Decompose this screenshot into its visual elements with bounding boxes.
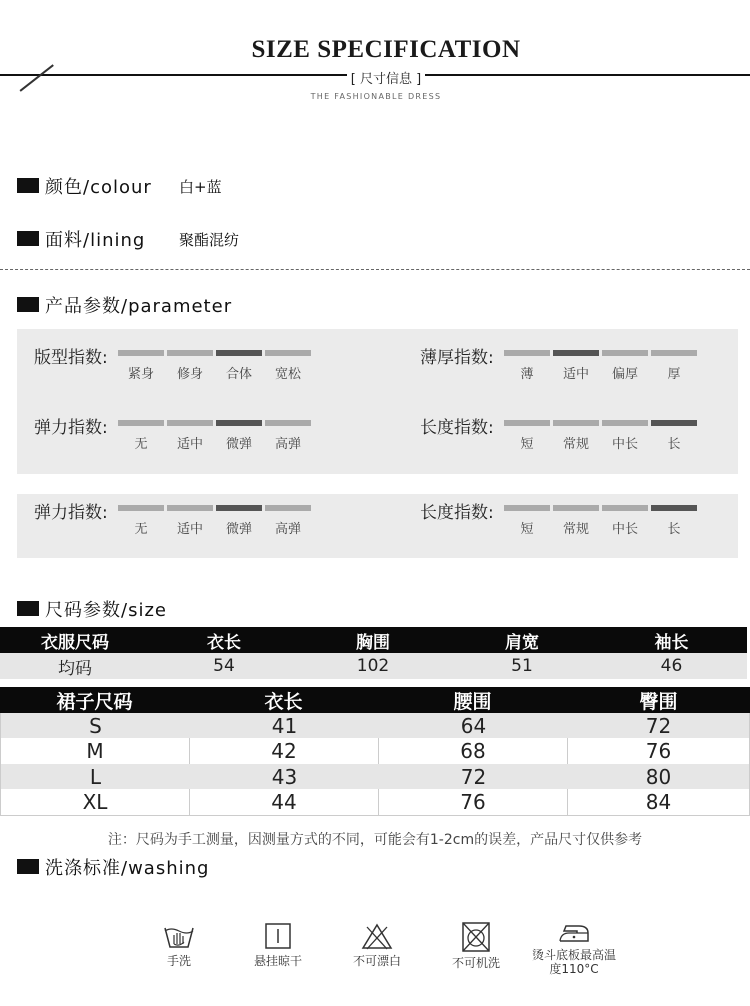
wash-item: [332, 922, 422, 976]
scale-option-label: 常规: [562, 522, 589, 537]
scale-segment-selected: [216, 420, 262, 426]
fit-index-scale: [118, 350, 311, 356]
scale-option-label: 合体: [225, 367, 252, 382]
scale-option-label: 适中: [176, 437, 203, 452]
table-header-cell: 袖长: [654, 632, 689, 653]
thickness-index-options: [504, 363, 697, 382]
scale-segment: [118, 350, 164, 356]
wash-item: [134, 922, 224, 976]
page-title: SIZE SPECIFICATION: [251, 36, 521, 63]
size-label: 尺码参数/size: [45, 600, 167, 621]
table-row: [1, 789, 749, 816]
scale-option-label: 宽松: [274, 367, 301, 382]
scale-segment-selected: [216, 350, 262, 356]
table-header-cell: 肩宽: [505, 632, 539, 653]
table-header-cell: 衣服尺码: [41, 632, 109, 653]
table-cell: 均码: [58, 658, 92, 679]
table-cell: 76: [379, 789, 568, 815]
elasticity-index-label: 弹力指数:: [34, 503, 108, 523]
scale-segment-selected: [553, 350, 599, 356]
hand-wash-icon: [162, 922, 196, 950]
parameter-label: 产品参数/parameter: [45, 296, 233, 317]
scale-segment: [553, 505, 599, 511]
scale-option-label: 中长: [611, 522, 638, 537]
scale-segment: [504, 505, 550, 511]
table-header-cell: 胸围: [356, 632, 390, 653]
table-row: [1, 713, 749, 738]
table-cell: XL: [1, 789, 190, 815]
scale-option-label: 无: [134, 437, 148, 452]
scale-option-label: 短: [520, 437, 534, 452]
scale-segment: [167, 505, 213, 511]
subtitle-text: [ 尺寸信息 ]: [347, 72, 425, 87]
wash-item: [530, 922, 618, 976]
section-marker: [17, 178, 39, 193]
table-cell: 64: [460, 713, 487, 738]
hang-dry-icon: [261, 922, 295, 950]
top-size-table-header: [0, 627, 747, 653]
table-cell: 54: [213, 656, 235, 676]
table-header-cell: 腰围: [453, 690, 492, 713]
length-index-options: [504, 518, 697, 537]
elasticity-index-label: 弹力指数:: [34, 418, 108, 438]
scale-segment: [265, 350, 311, 356]
scale-option-label: 适中: [562, 367, 589, 382]
scale-option-label: 高弹: [274, 437, 301, 452]
measurement-note: 注：尺码为手工测量，因测量方式的不同，可能会有1-2cm的误差，产品尺寸仅供参考: [107, 832, 643, 848]
table-cell: 80: [645, 764, 672, 789]
scale-segment-selected: [651, 505, 697, 511]
fit-index-label: 版型指数:: [34, 348, 108, 368]
wash-label: 不可漂白: [352, 954, 401, 968]
scale-segment: [602, 350, 648, 356]
scale-option-label: 偏厚: [611, 367, 638, 382]
scale-segment: [504, 350, 550, 356]
scale-segment: [651, 350, 697, 356]
thickness-index-scale: [504, 350, 697, 356]
skirt-size-table-body: [0, 713, 750, 816]
table-cell: 41: [271, 713, 298, 738]
table-cell: 42: [190, 738, 379, 764]
length-index-scale: [504, 505, 697, 511]
table-cell: 72: [645, 713, 672, 738]
scale-option-label: 中长: [611, 437, 638, 452]
scale-option-label: 薄: [520, 367, 534, 382]
scale-segment: [602, 420, 648, 426]
scale-option-label: 长: [667, 522, 681, 537]
scale-option-label: 修身: [176, 367, 203, 382]
wash-item: [431, 922, 521, 976]
table-cell: 51: [511, 656, 533, 676]
elasticity-index-scale: [118, 505, 311, 511]
table-cell: 68: [379, 738, 568, 764]
scale-segment: [265, 420, 311, 426]
wash-item: [233, 922, 323, 976]
table-cell: 102: [356, 656, 390, 676]
section-marker: [17, 297, 39, 312]
wash-label: 烫斗底板最高温度110°C: [531, 948, 616, 976]
wash-label: 手洗: [166, 954, 191, 968]
page-subtitle: [0, 68, 750, 87]
scale-segment: [167, 350, 213, 356]
table-row: [0, 653, 747, 679]
scale-option-label: 常规: [562, 437, 589, 452]
scale-segment-selected: [651, 420, 697, 426]
colour-value: 白+蓝: [179, 178, 222, 196]
scale-segment: [118, 505, 164, 511]
iron-icon: [557, 922, 591, 944]
washing-icons: [134, 922, 618, 976]
table-row: [1, 764, 749, 789]
scale-option-label: 微弹: [225, 437, 252, 452]
length-index-scale: [504, 420, 697, 426]
section-marker: [17, 231, 39, 246]
scale-option-label: 微弹: [225, 522, 252, 537]
scale-option-label: 紧身: [127, 367, 154, 382]
scale-segment-selected: [216, 505, 262, 511]
scale-segment: [167, 420, 213, 426]
no-bleach-icon: [360, 922, 394, 950]
table-header-cell: 衣长: [207, 632, 241, 653]
elasticity-index-options: [118, 518, 311, 537]
length-index-label: 长度指数:: [420, 503, 494, 523]
table-cell: L: [89, 764, 102, 789]
scale-segment: [602, 505, 648, 511]
table-cell: 44: [190, 789, 379, 815]
table-cell: 76: [645, 739, 672, 763]
section-divider: [0, 269, 750, 270]
lining-value: 聚酯混纺: [179, 231, 240, 249]
table-cell: 84: [645, 790, 672, 814]
table-cell: M: [1, 738, 190, 764]
scale-segment: [118, 420, 164, 426]
table-row: [1, 738, 749, 764]
table-header-cell: 裙子尺码: [56, 690, 133, 713]
section-marker: [17, 601, 39, 616]
colour-label: 颜色/colour: [45, 177, 152, 198]
scale-option-label: 短: [520, 522, 534, 537]
washing-label: 洗涤标准/washing: [45, 858, 210, 879]
length-index-options: [504, 433, 697, 452]
elasticity-index-scale: [118, 420, 311, 426]
no-machine-wash-icon: [459, 922, 493, 952]
scale-segment: [265, 505, 311, 511]
scale-segment: [504, 420, 550, 426]
table-cell: 46: [660, 656, 683, 676]
section-marker: [17, 859, 39, 874]
scale-option-label: 高弹: [274, 522, 301, 537]
scale-segment: [553, 420, 599, 426]
scale-option-label: 适中: [176, 522, 203, 537]
table-cell: 72: [460, 764, 487, 789]
table-header-cell: 衣长: [264, 690, 303, 713]
fit-index-options: [118, 363, 311, 382]
page-tagline: THE FASHIONABLE DRESS: [310, 92, 442, 101]
skirt-size-table-header: [0, 687, 750, 713]
thickness-index-label: 薄厚指数:: [420, 348, 494, 368]
wash-label: 不可机洗: [451, 956, 500, 970]
table-cell: S: [89, 713, 102, 738]
lining-label: 面料/lining: [45, 230, 146, 251]
scale-option-label: 厚: [667, 367, 681, 382]
scale-option-label: 无: [134, 522, 148, 537]
table-header-cell: 臀围: [639, 690, 678, 713]
scale-option-label: 长: [667, 437, 681, 452]
wash-label: 悬挂晾干: [253, 954, 302, 968]
elasticity-index-options: [118, 433, 311, 452]
table-cell: 43: [271, 764, 298, 789]
length-index-label: 长度指数:: [420, 418, 494, 438]
